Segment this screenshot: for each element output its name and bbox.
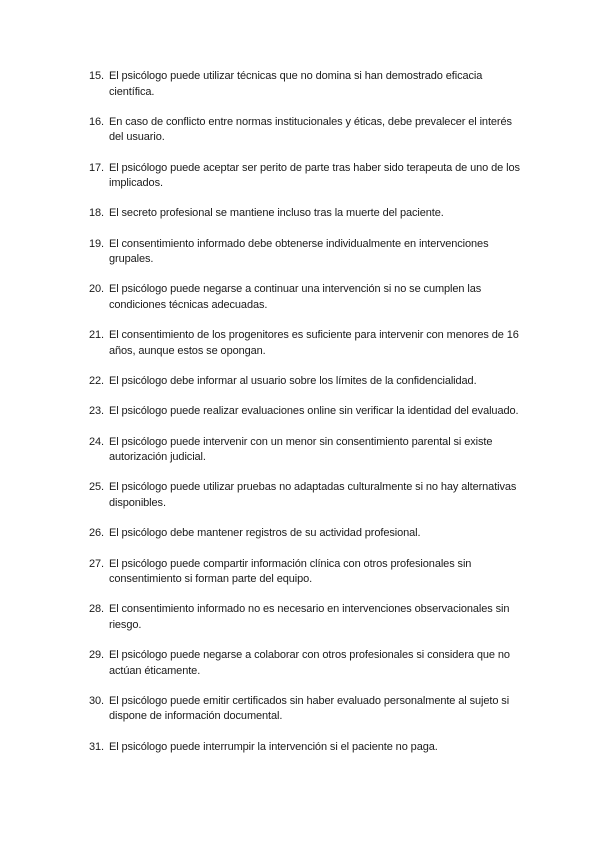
item-number: 16. <box>89 115 104 128</box>
list-item <box>89 161 529 192</box>
item-text: El psicólogo debe informar al usuario sobre los límites de la confidencialidad. <box>109 375 477 388</box>
item-number: 27. <box>89 557 104 570</box>
item-text: El psicólogo puede intervenir con un menor sin consentimiento parental si existe autorización judicial. <box>109 435 493 464</box>
item-text: El psicólogo puede negarse a continuar una intervención si no se cumplen las condiciones técnicas adecuadas. <box>109 283 482 311</box>
list-item <box>89 404 529 420</box>
list-item <box>89 435 529 466</box>
item-number: 15. <box>89 70 104 82</box>
item-number: 31. <box>89 740 104 753</box>
item-number: 25. <box>89 481 104 494</box>
list-item <box>89 328 529 359</box>
item-number: 26. <box>89 527 104 540</box>
item-number: 18. <box>89 207 104 220</box>
item-number: 17. <box>89 161 104 174</box>
list-item <box>89 69 529 100</box>
item-number: 29. <box>89 649 104 662</box>
list-item <box>89 740 529 756</box>
item-text: El psicólogo puede utilizar pruebas no adaptadas culturalmente si no hay alternativas disponibles. <box>109 481 517 509</box>
list-item <box>89 648 529 679</box>
item-text: El psicólogo puede interrumpir la intervención si el paciente no paga. <box>109 740 438 753</box>
list-item <box>89 206 529 222</box>
item-number: 19. <box>89 237 104 250</box>
item-text: El consentimiento informado debe obtenerse individualmente en intervenciones grupales. <box>109 237 489 266</box>
list-item <box>89 480 529 511</box>
item-text: El psicólogo puede emitir certificados sin haber evaluado personalmente al sujeto si dispone de información documental. <box>109 694 510 723</box>
item-text: El psicólogo puede utilizar técnicas que no domina si han demostrado eficacia científica. <box>109 70 483 98</box>
list-item <box>89 374 529 390</box>
statement-list <box>89 69 529 770</box>
item-text: El consentimiento informado no es necesario en intervenciones observacionales sin riesgo. <box>109 603 510 631</box>
item-text: El psicólogo puede realizar evaluaciones online sin verificar la identidad del evaluado. <box>109 405 519 418</box>
item-text: El psicólogo debe mantener registros de su actividad profesional. <box>109 527 421 540</box>
item-text: En caso de conflicto entre normas institucionales y éticas, debe prevalecer el interés del usuario. <box>109 115 512 144</box>
item-number: 20. <box>89 283 104 296</box>
list-item <box>89 694 529 725</box>
item-text: El consentimiento de los progenitores es suficiente para intervenir con menores de 16 años, aunque estos se opongan. <box>109 329 519 357</box>
item-text: El psicólogo puede aceptar ser perito de parte tras haber sido terapeuta de uno de los implicados. <box>109 161 520 190</box>
item-number: 21. <box>89 329 104 342</box>
item-number: 30. <box>89 694 104 707</box>
list-item <box>89 115 529 146</box>
item-text: El psicólogo puede negarse a colaborar con otros profesionales si considera que no actúan éticamente. <box>109 649 510 677</box>
list-item <box>89 602 529 633</box>
list-item <box>89 557 529 588</box>
item-number: 24. <box>89 435 104 448</box>
list-item <box>89 282 529 313</box>
item-text: El secreto profesional se mantiene incluso tras la muerte del paciente. <box>109 207 444 220</box>
list-item <box>89 237 529 268</box>
item-text: El psicólogo puede compartir información clínica con otros profesionales sin consentimiento si forman parte del equipo. <box>109 557 472 586</box>
item-number: 22. <box>89 375 104 388</box>
item-number: 23. <box>89 405 104 418</box>
item-number: 28. <box>89 603 104 616</box>
list-item <box>89 526 529 542</box>
